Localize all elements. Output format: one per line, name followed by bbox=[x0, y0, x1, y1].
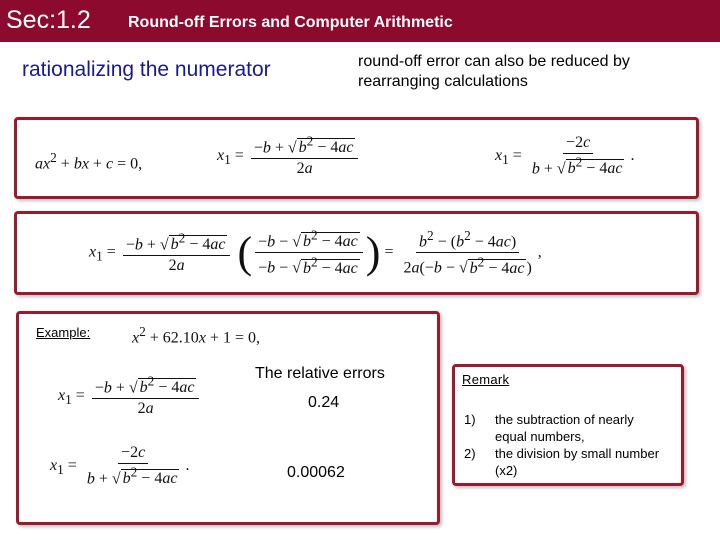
quadratic-equation: $ax^2$ + bx + c = 0, bbox=[35, 150, 143, 173]
section-number: Sec:1.2 bbox=[6, 6, 91, 34]
section-title: Round-off Errors and Computer Arithmetic bbox=[128, 14, 453, 31]
remark-item-number: 1) bbox=[464, 412, 476, 427]
relative-errors-label: The relative errors bbox=[255, 365, 385, 382]
example-formula-standard: $x_1$ = $\frac{-b + √ b^2 - 4ac}{2a}$ bbox=[58, 374, 202, 418]
relative-error-standard: 0.24 bbox=[308, 394, 340, 411]
remark-item-number: 2) bbox=[464, 446, 476, 461]
example-equation: $x^2 + 62.10x + 1 = 0$, bbox=[132, 324, 260, 347]
remark-item-text: the subtraction of nearly equal numbers, bbox=[495, 412, 634, 444]
formula-box-rationalization bbox=[14, 211, 699, 295]
formula-x1-standard: $x_1$ = $\frac{-b + √ b^2 - 4ac}{2a}$ bbox=[217, 134, 361, 178]
remark-list bbox=[464, 411, 669, 479]
remark-item bbox=[464, 411, 669, 445]
title-bar bbox=[0, 0, 720, 42]
example-label: Example: bbox=[36, 325, 91, 340]
remark-item-text: the division by small number (x2) bbox=[495, 446, 660, 478]
relative-error-alternate: 0.00062 bbox=[287, 464, 345, 481]
formula-x1-alternate: $x_1$ = $\frac{-2c}{b + √ b^2 - 4ac}$ . bbox=[495, 134, 635, 178]
heading-rearranging: round-off error can also be reduced by rearranging calculations bbox=[358, 53, 630, 90]
formula-box-quadratic bbox=[14, 117, 699, 199]
remark-title: Remark bbox=[462, 372, 510, 387]
formula-rationalization: $x_1$ = $\frac{-b + √ b^2 - 4ac}{2a}$ ( $\frac{-b - √ b^2 - 4ac}{-b - √ b^2 - 4ac}$ ) = $\frac{b^2 - (b^2 - 4ac)}{2a(-b - √ b^2 - 4ac )}$ , bbox=[89, 227, 542, 277]
heading-rationalizing: rationalizing the numerator bbox=[22, 58, 271, 81]
remark-item bbox=[464, 445, 669, 479]
example-formula-alternate: $x_1$ = $\frac{-2c}{b + √ b^2 - 4ac}$ . bbox=[50, 444, 190, 488]
